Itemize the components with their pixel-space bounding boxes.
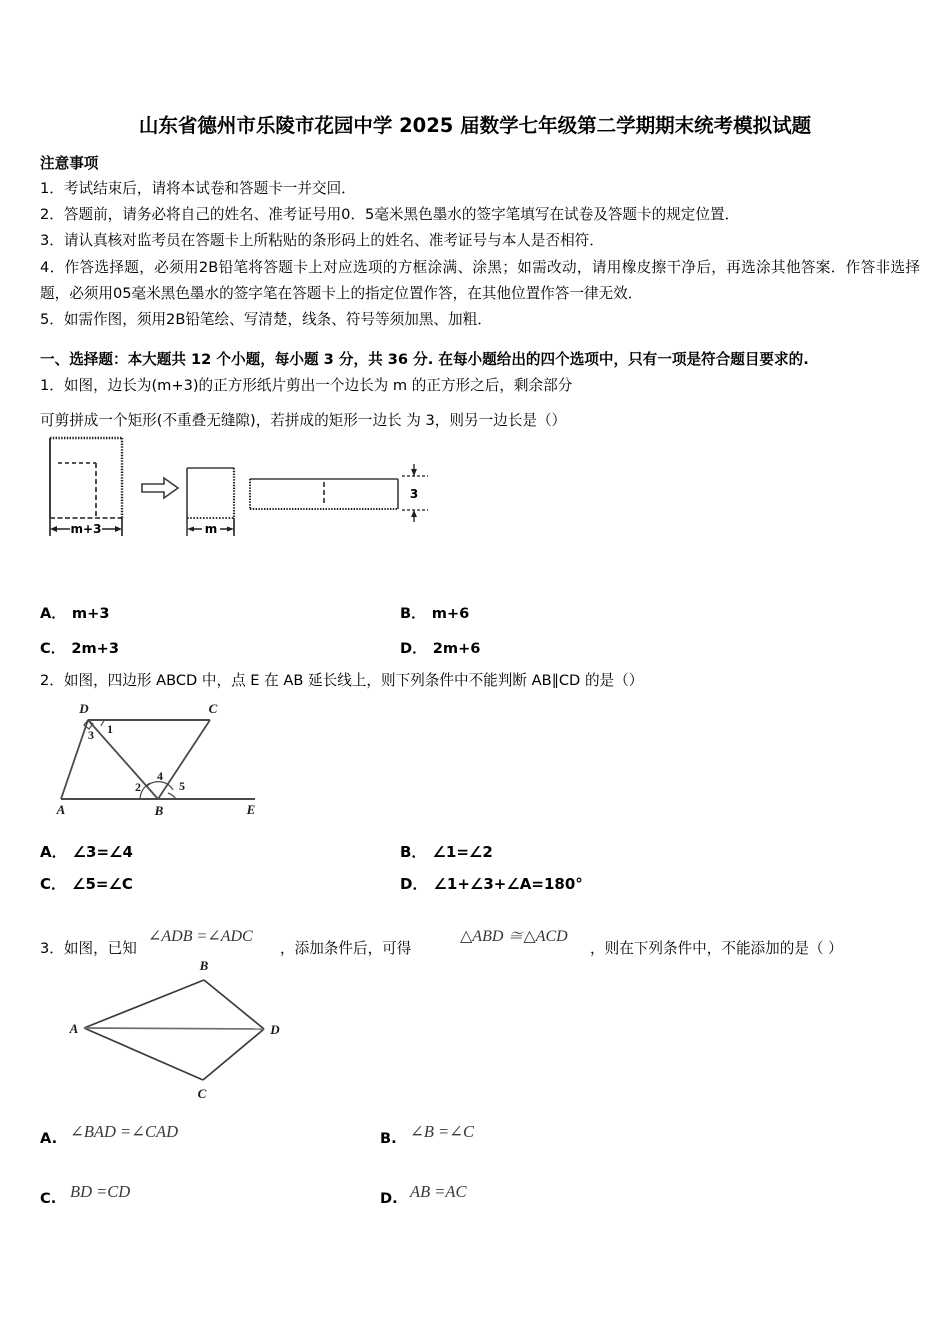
vertex-label-a: A — [56, 802, 66, 817]
option-label: C． — [40, 875, 67, 893]
option-label: A. — [40, 1130, 58, 1147]
option-value: ∠B =∠C — [410, 1122, 474, 1141]
angle-number-3: 3 — [88, 728, 94, 742]
option-label: A． — [40, 605, 66, 622]
question-1-option-d[interactable] — [400, 637, 480, 658]
section-heading-choice: 一、选择题：本大题共 12 个小题，每小题 3 分，共 36 分. 在每小题给出的四个选项中，只有一项是符合题目要求的. — [40, 351, 809, 368]
kite-abdc-shape — [84, 980, 264, 1080]
question-1-option-c[interactable] — [40, 637, 119, 658]
question-3-math-congruent: △ABD ≅△ACD — [460, 928, 568, 945]
vertex-label-d: D — [270, 1022, 280, 1037]
question-3-option-c[interactable] — [40, 1182, 131, 1214]
vertex-label-c: C — [208, 701, 218, 716]
notice-item: 1．考试结束后，请将本试卷和答题卡一并交回． — [40, 180, 356, 197]
angle-number-1: 1 — [107, 722, 113, 736]
question-2-option-b[interactable] — [400, 841, 493, 862]
option-label: B． — [400, 843, 427, 861]
angle-number-5: 5 — [179, 779, 185, 793]
question-3-stem-part-3: ，则在下列条件中，不能添加的是（ ） — [590, 940, 843, 957]
question-1-stem-line-1: 1．如图，边长为(m+3)的正方形纸片剪出一个边长为 m 的正方形之后，剩余部分 — [40, 377, 573, 394]
option-value: 2m+3 — [71, 640, 120, 657]
notice-item: 3．请认真核对监考员在答题卡上所粘贴的条形码上的姓名、准考证号与本人是否相符． — [40, 232, 604, 250]
vertex-label-e: E — [246, 802, 256, 817]
option-label: C. — [40, 1190, 57, 1207]
notice-list — [40, 176, 920, 333]
option-value: BD =CD — [70, 1182, 131, 1201]
notice-item: 2．答题前，请务必将自己的姓名、准考证号用0．5毫米黑色墨水的签字笔填写在试卷及答题卡的规定位置． — [40, 206, 740, 224]
big-square-dimension — [50, 518, 122, 536]
question-1-option-b[interactable] — [400, 602, 469, 623]
option-label: D. — [380, 1190, 398, 1207]
question-3-math-adb-adc: ∠ADB =∠ADC — [148, 928, 253, 945]
question-1-option-a[interactable] — [40, 602, 109, 623]
dimension-label-m: m — [204, 522, 218, 536]
vertex-label-c: C — [197, 1086, 207, 1101]
rectangle-height-dimension — [402, 464, 428, 522]
vertex-label-b: B — [199, 958, 209, 973]
question-3-stem-part-2: ，添加条件后，可得 — [280, 940, 412, 957]
question-1-figure — [44, 432, 434, 542]
page-title: 山东省德州市乐陵市花园中学 2025 届数学七年级第二学期期末统考模拟试题 — [138, 114, 812, 137]
vertex-label-d: D — [79, 701, 89, 716]
dimension-label-m-plus-3: m+3 — [70, 522, 102, 536]
question-2-option-d[interactable] — [400, 873, 583, 894]
result-rectangle-shape — [250, 479, 398, 509]
notice-item: 5．如需作图，须用2B铅笔绘、写清楚，线条、符号等须加黑、加粗． — [40, 311, 492, 329]
small-square-dimension — [187, 518, 234, 536]
angle-number-2: 2 — [135, 780, 141, 794]
dimension-label-3: 3 — [409, 487, 419, 501]
option-value: m+3 — [71, 605, 110, 622]
option-value: 2m+6 — [432, 640, 481, 657]
big-square-shape — [50, 438, 122, 518]
question-3-figure — [60, 952, 370, 1104]
question-2-option-c[interactable] — [40, 873, 133, 894]
angle-arc-1 — [101, 721, 104, 726]
option-value: m+6 — [431, 605, 470, 622]
transform-arrow-icon — [142, 478, 178, 498]
question-2-stem: 2．如图，四边形 ABCD 中，点 E 在 AB 延长线上，则下列条件中不能判断 AB∥CD 的是（） — [40, 672, 644, 689]
option-label: D． — [400, 875, 428, 893]
vertex-label-b: B — [154, 803, 164, 818]
option-value: ∠3=∠4 — [72, 843, 133, 861]
option-label: A． — [40, 843, 67, 861]
vertex-label-a: A — [69, 1021, 79, 1036]
question-3-option-d[interactable] — [380, 1182, 467, 1214]
notice-heading: 注意事项 — [40, 155, 99, 172]
option-value: AB =AC — [410, 1182, 467, 1201]
question-2-figure — [55, 698, 285, 816]
option-value: ∠5=∠C — [72, 875, 133, 893]
option-value: ∠1+∠3+∠A=180° — [433, 875, 583, 893]
option-label: B. — [380, 1130, 397, 1147]
small-square-shape — [187, 468, 234, 518]
question-3-stem-part-1: 3．如图，已知 — [40, 940, 137, 957]
option-label: B． — [400, 605, 426, 622]
angle-number-4: 4 — [157, 769, 163, 783]
option-value: ∠BAD =∠CAD — [70, 1122, 178, 1141]
question-2-option-a[interactable] — [40, 841, 133, 862]
option-value: ∠1=∠2 — [432, 843, 493, 861]
question-3-option-a[interactable] — [40, 1122, 178, 1154]
question-1-stem-line-2: 可剪拼成一个矩形(不重叠无缝隙)，若拼成的矩形一边长 为 3，则另一边长是（） — [40, 412, 567, 429]
question-3-option-b[interactable] — [380, 1122, 474, 1154]
notice-item: 4．作答选择题，必须用2B铅笔将答题卡上对应选项的方框涂满、涂黑；如需改动，请用橡皮擦干净后，再选涂其他答案．作答非选择题，必须用05毫米黑色墨水的签字笔在答题卡上的指定位置作答，在其他位置作答一律无效． — [40, 258, 920, 302]
option-label: C． — [40, 640, 66, 657]
option-label: D． — [400, 640, 427, 657]
